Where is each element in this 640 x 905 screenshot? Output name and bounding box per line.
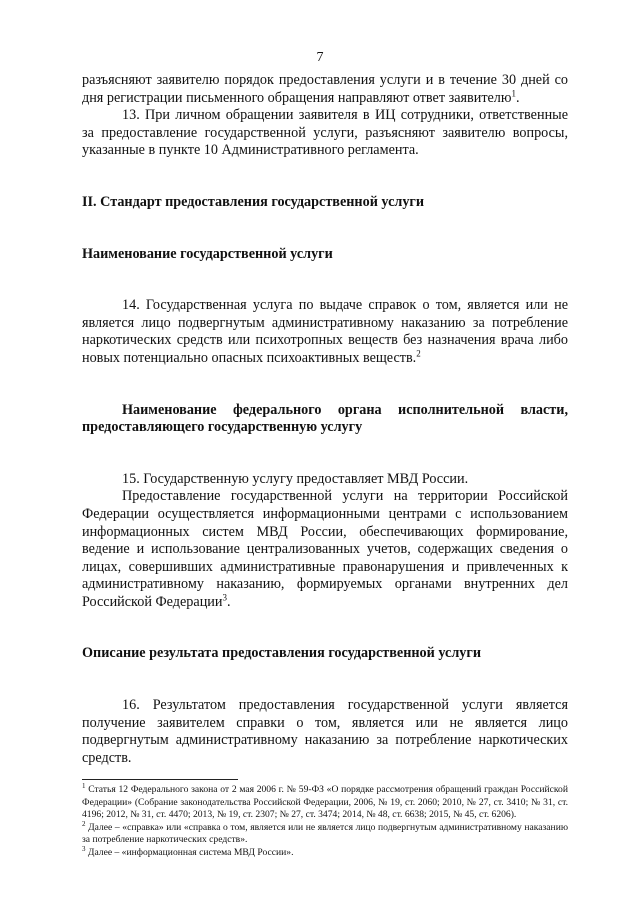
footnote-divider [82, 779, 238, 780]
footnote-1: $^1$ Статья 12 Федерального закона от 2 мая 2006 г. № 59-ФЗ «О порядке рассмотрения обращений граждан Российской Федерации» (Собрание законодательства Российской Федерации, 2006, № 19, ст. 2060; 2010, № 27, ст. 3410; № 31, ст. 4196; 2012, № 31, ст. 4470; 2013, № 19, ст. 2307; № 27, ст. 3474; 2014, № 48, ст. 6638; 2015, № 45, ст. 6206). [82, 781, 568, 821]
footnote-ref-3[interactable]: 3 [222, 592, 227, 603]
paragraph-continuation: разъясняют заявителю порядок предоставления услуги и в течение 30 дней со дня регистрации письменного обращения направляют ответ заявителю$^1$. [82, 72, 568, 106]
page-number: 7 [316, 50, 324, 65]
subheading-result: Описание результата предоставления государственной услуги [82, 645, 481, 662]
footnote-ref-1[interactable]: 1 [511, 87, 516, 98]
footnote-3: $^3$ Далее – «информационная система МВД России». [82, 844, 294, 858]
paragraph-16: 16. Результатом предоставления государственной услуги является получение заявителем справки о том, является или не является лицо подвергнутым административному наказанию за потребление наркотических средств. [82, 697, 568, 766]
paragraph-13: 13. При личном обращении заявителя в ИЦ сотрудники, ответственные за предоставление государственной услуги, разъясняют заявителю вопросы, указанные в пункте 10 Административного регламента. [82, 107, 568, 159]
document-body [82, 72, 568, 767]
paragraph-15-details: Предоставление государственной услуги на территории Российской Федерации осуществляется информационными центрами с использованием информационных систем МВД России, обеспечивающих формирование, ведение и использование централизованных учетов, содержащих сведения о лицах, совершивших административные правонарушения и привлеченных к административному наказанию, формируемых органами внутренних дел Российской Федерации$^3$. [82, 488, 568, 610]
footnotes [82, 781, 568, 860]
footnote-2: $^2$ Далее – «справка» или «справка о том, является или не является лицо подвергнутым административному наказанию за потребление наркотических средств». [82, 819, 568, 846]
paragraph-14: 14. Государственная услуга по выдаче справок о том, является или не является лицо подвергнутым административному наказанию за потребление наркотических средств или психотропных веществ без назначения врача либо новых потенциально опасных психоактивных веществ.$^2$ [82, 297, 568, 366]
subheading-federal-organ: Наименование федерального органа исполнительной власти, предоставляющего государственную услугу [82, 401, 568, 436]
section-heading: II. Стандарт предоставления государственной услуги [82, 193, 425, 210]
paragraph-15: 15. Государственную услугу предоставляет МВД России. [122, 470, 469, 487]
footnote-ref-2[interactable]: 2 [416, 348, 421, 359]
subheading-service-name: Наименование государственной услуги [82, 245, 333, 262]
